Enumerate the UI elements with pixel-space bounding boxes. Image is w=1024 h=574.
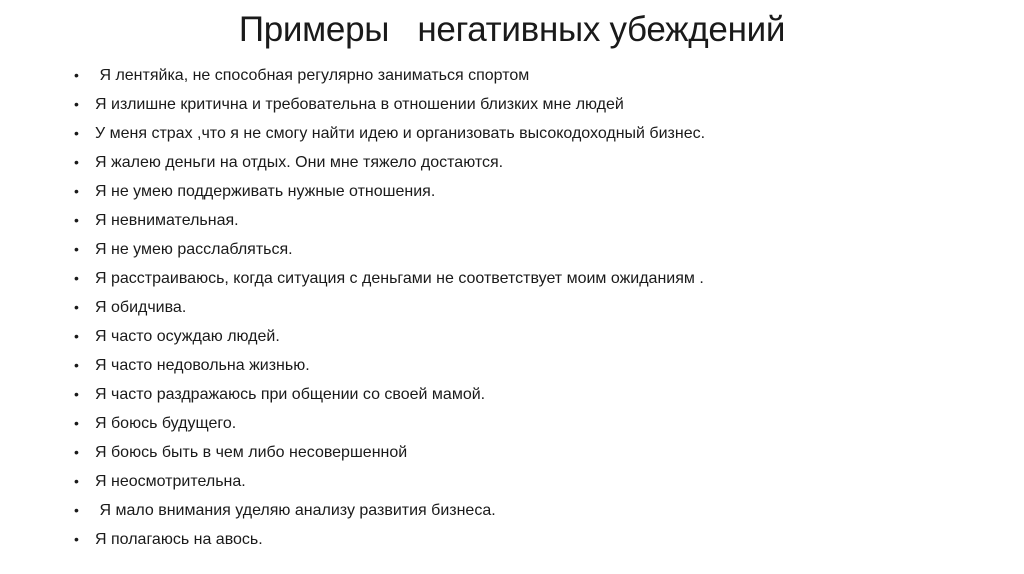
list-item xyxy=(74,119,974,148)
list-item xyxy=(74,322,974,351)
beliefs-list xyxy=(74,61,974,554)
list-item xyxy=(74,235,974,264)
list-item-text: Я неосмотрительна. xyxy=(95,473,246,490)
list-item-text: Я невнимательная. xyxy=(95,212,239,229)
bullet-icon: • xyxy=(74,270,79,286)
list-item-text: Я лентяйка, не способная регулярно заниматься спортом xyxy=(95,67,530,84)
slide-title: Примеры негативных убеждений xyxy=(238,10,786,49)
bullet-icon: • xyxy=(74,473,79,489)
bullet-icon: • xyxy=(74,328,79,344)
bullet-icon: • xyxy=(74,154,79,170)
list-item-text: Я часто раздражаюсь при общении со своей мамой. xyxy=(95,386,486,403)
bullet-icon: • xyxy=(74,444,79,460)
list-item xyxy=(74,90,974,119)
list-item xyxy=(74,293,974,322)
bullet-icon: • xyxy=(74,125,79,141)
list-item-text: У меня страх ,что я не смогу найти идею и организовать высокодоходный бизнес. xyxy=(95,125,706,142)
list-item xyxy=(74,264,974,293)
list-item xyxy=(74,351,974,380)
list-item-text: Я полагаюсь на авось. xyxy=(95,531,263,548)
list-item xyxy=(74,525,974,554)
bullet-icon: • xyxy=(74,96,79,112)
list-item-text: Я мало внимания уделяю анализу развития бизнеса. xyxy=(95,502,496,519)
bullet-icon: • xyxy=(74,183,79,199)
bullet-icon: • xyxy=(74,386,79,402)
list-item xyxy=(74,380,974,409)
list-item xyxy=(74,61,974,90)
bullet-icon: • xyxy=(74,415,79,431)
bullet-icon: • xyxy=(74,67,79,83)
bullet-icon: • xyxy=(74,531,79,547)
bullet-icon: • xyxy=(74,357,79,373)
list-item xyxy=(74,438,974,467)
list-item-text: Я расстраиваюсь, когда ситуация с деньгами не соответствует моим ожиданиям . xyxy=(95,270,704,287)
list-item xyxy=(74,177,974,206)
bullet-icon: • xyxy=(74,212,79,228)
list-item xyxy=(74,206,974,235)
bullet-icon: • xyxy=(74,241,79,257)
list-item-text: Я боюсь быть в чем либо несовершенной xyxy=(95,444,408,461)
bullet-icon: • xyxy=(74,299,79,315)
list-item xyxy=(74,496,974,525)
list-item-text: Я часто осуждаю людей. xyxy=(95,328,280,345)
list-item-text: Я жалею деньги на отдых. Они мне тяжело достаются. xyxy=(95,154,504,171)
list-item xyxy=(74,409,974,438)
list-item xyxy=(74,467,974,496)
list-item-text: Я часто недовольна жизнью. xyxy=(95,357,310,374)
list-item-text: Я излишне критична и требовательна в отношении близких мне людей xyxy=(95,96,624,113)
list-item xyxy=(74,148,974,177)
list-item-text: Я обидчива. xyxy=(95,299,187,316)
list-item-text: Я боюсь будущего. xyxy=(95,415,237,432)
list-item-text: Я не умею поддерживать нужные отношения. xyxy=(95,183,436,200)
bullet-icon: • xyxy=(74,502,79,518)
list-item-text: Я не умею расслабляться. xyxy=(95,241,293,258)
